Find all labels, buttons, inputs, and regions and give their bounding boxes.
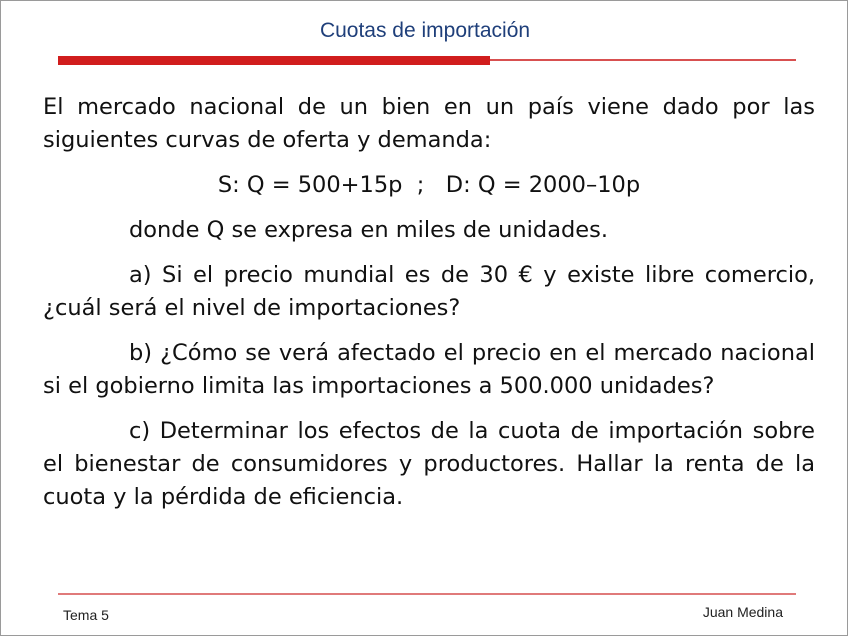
- supply-equation: S: Q = 500+15p: [217, 172, 403, 198]
- title-accent-bar: [58, 56, 490, 65]
- footer-author: Juan Medina: [702, 604, 783, 620]
- equation-separator: ;: [402, 172, 446, 198]
- slide-body: [43, 91, 815, 526]
- equations-line: [43, 169, 815, 202]
- units-paragraph: donde Q se expresa en miles de unidades.: [129, 217, 608, 243]
- footer-divider: [58, 593, 796, 595]
- footer-topic: Tema 5: [63, 607, 109, 623]
- intro-paragraph: El mercado nacional de un bien en un país viene dado por las siguientes curvas de oferta y demanda:: [43, 94, 815, 153]
- demand-equation: D: Q = 2000–10p: [445, 172, 641, 198]
- slide-title: Cuotas de importación: [319, 19, 531, 42]
- question-a: a) Si el precio mundial es de 30 € y existe libre comercio, ¿cuál será el nivel de importaciones?: [43, 262, 815, 321]
- question-c: c) Determinar los efectos de la cuota de importación sobre el bienestar de consumidores y productores. Hallar la renta de la cuota y la pérdida de eficiencia.: [43, 418, 815, 510]
- title-accent-line: [490, 59, 796, 61]
- question-b: b) ¿Cómo se verá afectado el precio en el mercado nacional si el gobierno limita las importaciones a 500.000 unidades?: [43, 340, 815, 399]
